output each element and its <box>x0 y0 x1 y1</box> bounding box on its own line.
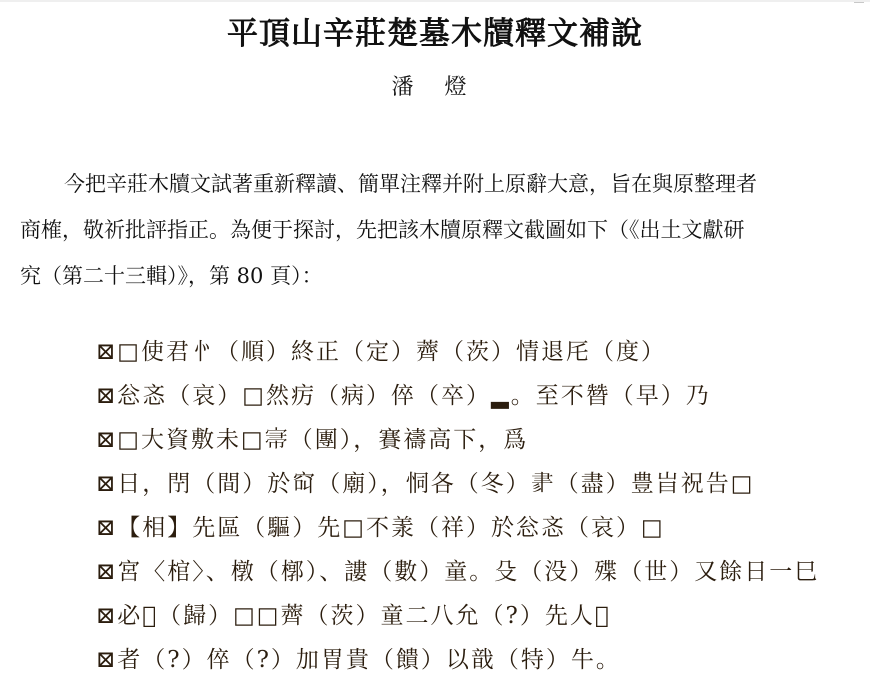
transcription-line-1: ⊠□使君㣺（順）終正（定）薺（茨）情退厇（度） <box>96 339 667 365</box>
transcription-line-5: ⊠【相】先區（驅）先□不羕（祥）於忩忞（哀）□ <box>96 515 665 541</box>
transcription-block <box>96 330 856 682</box>
transcription-line-4: ⊠日，閅（間）於䆗（廟），恫各（冬）𦘔（盡）豊㞱祝告□ <box>96 471 755 497</box>
intro-paragraph-line-2: 商榷，敬祈批評指正。為便于探討，先把該木牘原釋文截圖如下（《出土文獻研 <box>20 218 745 242</box>
transcription-line-2: ⊠忩忞（哀）□然疠（病）倅（卒）▂。至不㬱（早）乃 <box>96 383 711 409</box>
transcription-line-7: ⊠必𨔍（歸）□□薺（茨）童二八允（?）先人𨧫 <box>96 603 611 629</box>
transcription-line-3: ⊠□大資敷未□𡨦（團），賽禱高下，爲 <box>96 427 529 453</box>
page-top-border <box>0 0 870 2</box>
document-author: 潘 燈 <box>391 75 479 100</box>
intro-paragraph-line-1: 今把辛莊木牘文試著重新釋讀、簡單注釋并附上原辭大意，旨在與原整理者 <box>64 172 757 196</box>
page-corner-mark <box>854 2 864 3</box>
transcription-line-8: ⊠者（?）倅（?）加胃貴（饋）以戠（特）牛。 <box>96 647 621 673</box>
document-title: 平頂山辛莊楚墓木牘釋文補說 <box>227 16 643 52</box>
intro-paragraph-line-3: 究（第二十三輯）》，第 80 頁）： <box>20 264 323 288</box>
transcription-line-6: ⊠宮〈棺〉、橔（槨）、謱（數）童。殳（没）殜（世）又餘日一巳 <box>96 559 820 585</box>
